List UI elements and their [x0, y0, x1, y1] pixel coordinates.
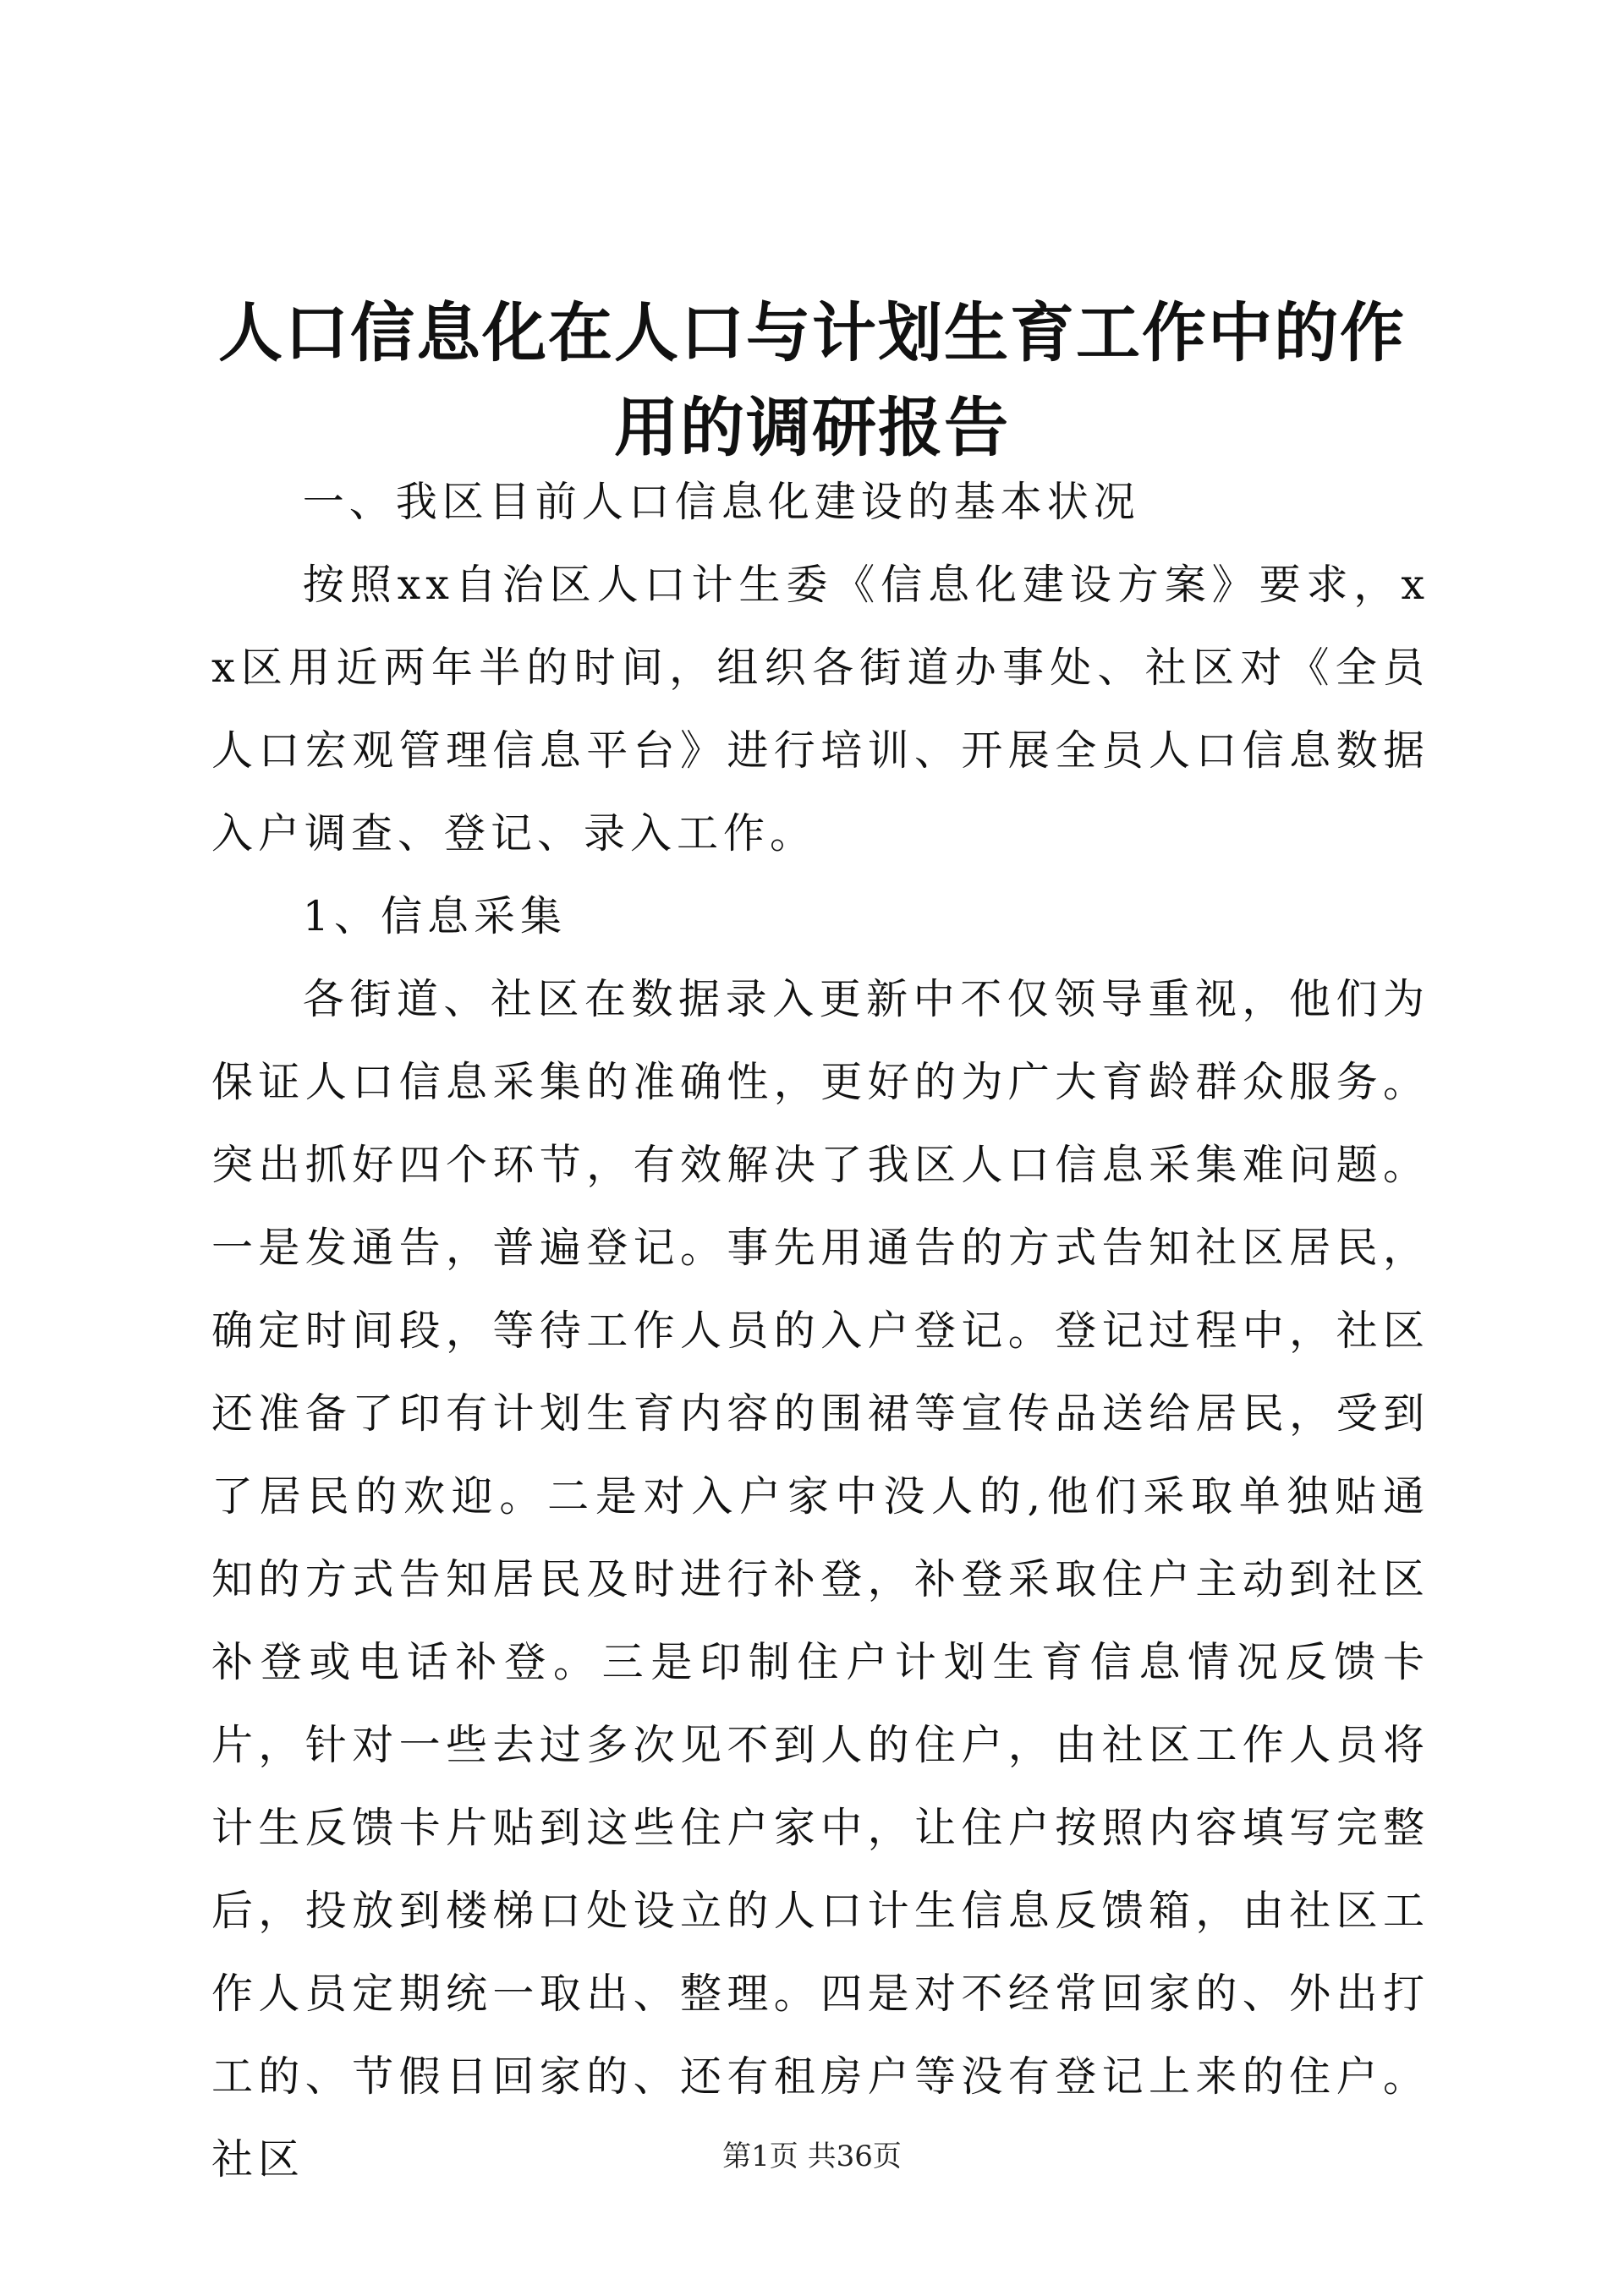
section-heading: 一、我区目前人口信息化建设的基本状况 [302, 478, 1140, 526]
paragraph: 各街道、社区在数据录入更新中不仅领导重视，他们为保证人口信息采集的准确性，更好的为广大育龄群众服务。突出抓好四个环节，有效解决了我区人口信息采集难问题。一是发通告，普遍登记。事先用通告的方式告知社区居民，确定时间段，等待工作人员的入户登记。登记过程中，社区还准备了印有计划生育内容的围裙等宣传品送给居民，受到了居民的欢迎。二是对入户家中没人的,他们采取单独贴通知的方式告知居民及时进行补登，补登采取住户主动到社区补登或电话补登。三是印制住户计划生育信息情况反馈卡片，针对一些去过多次见不到人的住户，由社区工作人员将计生反馈卡片贴到这些住户家中，让住户按照内容填写完整后，投放到楼梯口处设立的人口计生信息反馈箱，由社区工作人员定期统一取出、整理。四是对不经常回家的、外出打工的、节假日回家的、还有租房户等没有登记上来的住户。社区 [211, 975, 1429, 2184]
document-body [211, 461, 1429, 2201]
document-title: 人口信息化在人口与计划生育工作中的作用的调研报告 [218, 295, 1406, 465]
subsection-heading: 1、信息采集 [302, 892, 567, 940]
page-footer: 第1页 共36页 [722, 2140, 902, 2173]
paragraph: 按照xx自治区人口计生委《信息化建设方案》要求，xx区用近两年半的时间，组织各街道办事处、社区对《全员人口宏观管理信息平台》进行培训、开展全员人口信息数据入户调查、登记、录入工作。 [211, 561, 1429, 858]
